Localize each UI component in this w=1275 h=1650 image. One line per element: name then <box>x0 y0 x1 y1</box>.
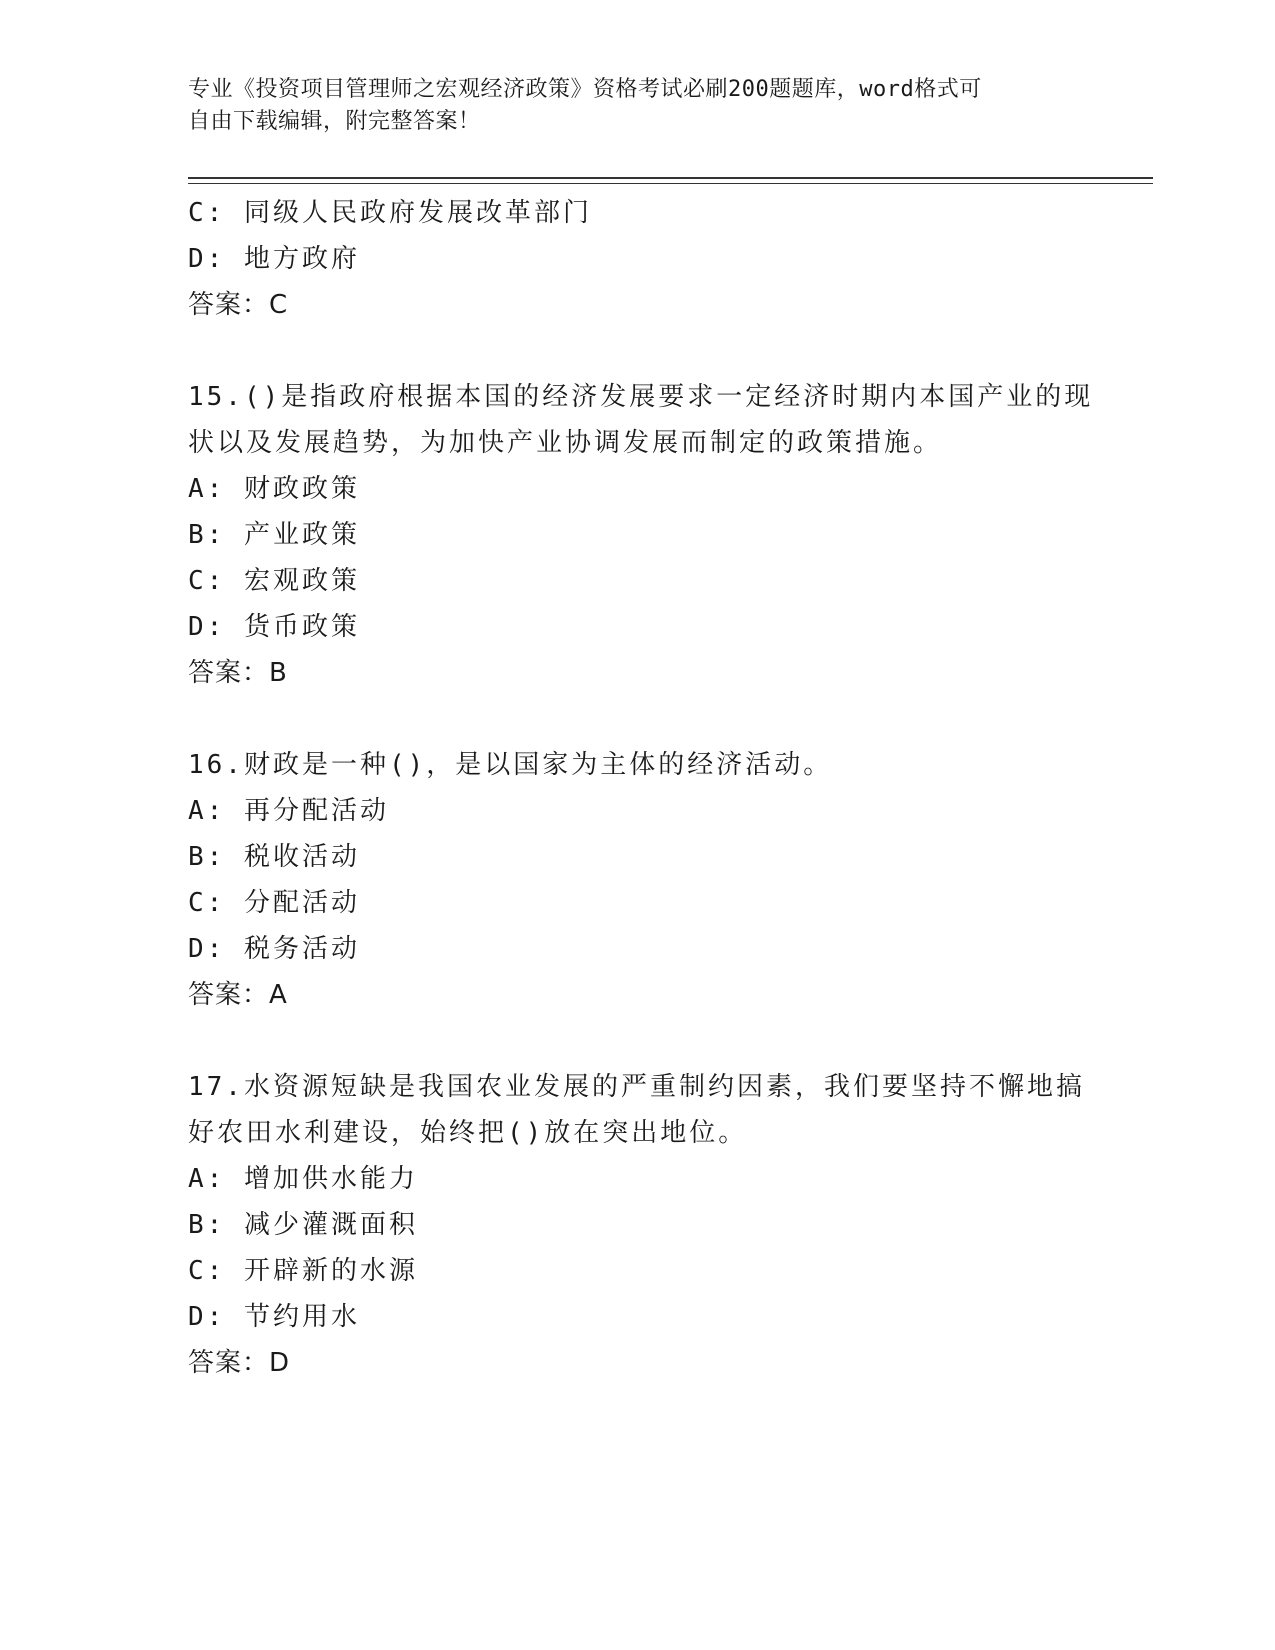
question-list <box>188 190 1094 1386</box>
option-c: C: 开辟新的水源 <box>188 1256 418 1286</box>
question-text-line-1: 17.水资源短缺是我国农业发展的严重制约因素，我们要坚持不懈地搞 <box>188 1072 1085 1102</box>
header-line-2: 自由下载编辑，附完整答案！ <box>188 109 481 134</box>
question-17 <box>188 1064 1088 1386</box>
option-b: B: 产业政策 <box>188 520 360 550</box>
spacer <box>188 696 1088 742</box>
spacer <box>188 1018 1088 1064</box>
option-d: D: 税务活动 <box>188 934 360 964</box>
spacer <box>188 328 1088 374</box>
prev-question-block <box>188 190 1088 328</box>
header-divider-thin <box>188 183 1153 184</box>
answer: 答案：B <box>188 658 288 688</box>
question-text-line-2: 状以及发展趋势，为加快产业协调发展而制定的政策措施。 <box>188 428 943 458</box>
document-header <box>188 74 1088 138</box>
option-d: D: 地方政府 <box>188 244 360 274</box>
header-line-1: 专业《投资项目管理师之宏观经济政策》资格考试必刷200题题库，word格式可 <box>188 77 982 102</box>
answer: 答案：D <box>188 1348 291 1378</box>
question-15 <box>188 374 1094 696</box>
option-c: C: 宏观政策 <box>188 566 360 596</box>
option-a: A: 增加供水能力 <box>188 1164 418 1194</box>
option-c: C: 同级人民政府发展改革部门 <box>188 198 592 228</box>
answer: 答案：C <box>188 290 289 320</box>
option-a: A: 再分配活动 <box>188 796 389 826</box>
question-text-line-2: 好农田水利建设，始终把()放在突出地位。 <box>188 1118 748 1148</box>
question-16 <box>188 742 1088 1018</box>
option-d: D: 货币政策 <box>188 612 360 642</box>
option-a: A: 财政政策 <box>188 474 360 504</box>
option-b: B: 税收活动 <box>188 842 360 872</box>
question-text-line-1: 16.财政是一种()，是以国家为主体的经济活动。 <box>188 750 833 780</box>
question-text-line-1: 15.()是指政府根据本国的经济发展要求一定经济时期内本国产业的现 <box>188 382 1094 412</box>
option-b: B: 减少灌溉面积 <box>188 1210 418 1240</box>
header-divider-thick <box>188 177 1153 179</box>
option-d: D: 节约用水 <box>188 1302 360 1332</box>
option-c: C: 分配活动 <box>188 888 360 918</box>
answer: 答案：A <box>188 980 288 1010</box>
